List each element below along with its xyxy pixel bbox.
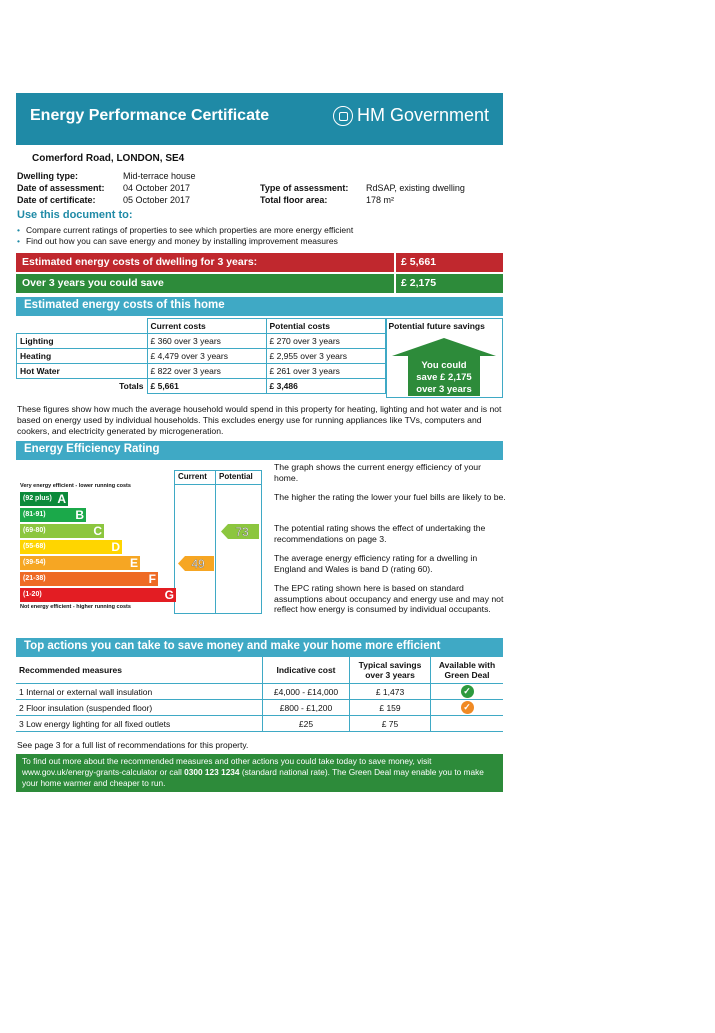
rating-note-4: The average energy efficiency rating for a dwelling in England and Wales is band D (rating 60). (274, 553, 478, 574)
footer-phone: 0300 123 1234 (184, 767, 240, 777)
assessment-date-label: Date of assessment: (17, 183, 105, 193)
estimated-cost-value: £ 5,661 (401, 256, 437, 268)
table-row (16, 716, 503, 732)
row-label: Hot Water (17, 364, 148, 379)
rating-note-1: The graph shows the current energy efficiency of your home. (274, 462, 482, 483)
indicative-cost: £800 - £1,200 (263, 700, 350, 716)
efficiency-chart (16, 470, 262, 614)
current-column-header: Current (178, 472, 207, 481)
total-current: £ 5,661 (147, 379, 266, 394)
row-label: Lighting (17, 334, 148, 349)
band-letter: G (164, 588, 174, 602)
assessment-type-label: Type of assessment: (260, 183, 349, 193)
indicative-cost: £25 (263, 716, 350, 732)
green-deal-cell (431, 684, 504, 700)
potential-column (216, 470, 262, 614)
certificate-date-label: Date of certificate: (17, 195, 96, 205)
totals-label: Totals (17, 379, 148, 394)
use-document-heading: Use this document to: (17, 209, 133, 221)
dwelling-type-value: Mid-terrace house (123, 171, 196, 181)
certificate-title: Energy Performance Certificate (30, 107, 270, 124)
band-letter: D (111, 540, 120, 554)
use-bullet-1: • Compare current ratings of properties to see which properties are more energy efficient (17, 225, 353, 235)
bar-divider (394, 253, 396, 272)
band-range: (55-68) (23, 543, 46, 550)
savings-line-2: save £ 2,175 (416, 372, 472, 383)
certificate-date-value: 05 October 2017 (123, 195, 191, 205)
current-rating-arrow (178, 556, 214, 571)
current-rating-value: 49 (191, 556, 205, 571)
see-page-note: See page 3 for a full list of recommendations for this property. (17, 740, 249, 750)
band-range: (69-80) (23, 527, 46, 534)
savings-line-1: You could (421, 360, 467, 371)
assessment-type-value: RdSAP, existing dwelling (366, 183, 465, 193)
band-range: (39-54) (23, 559, 46, 566)
typical-savings: £ 159 (350, 700, 431, 716)
potential-cost: £ 261 over 3 years (266, 364, 385, 379)
row-label: Heating (17, 349, 148, 364)
estimated-cost-bar (16, 253, 503, 272)
band-letter: B (75, 508, 84, 522)
dwelling-type-label: Dwelling type: (17, 171, 79, 181)
measures-header: Recommended measures (16, 657, 263, 684)
total-potential: £ 3,486 (266, 379, 385, 394)
use-bullet-2: • Find out how you can save energy and money by installing improvement measures (17, 236, 338, 246)
potential-rating-value: 73 (235, 524, 249, 539)
cost-header: Indicative cost (263, 657, 350, 684)
bar-divider (394, 274, 396, 293)
potential-cost: £ 2,955 over 3 years (266, 349, 385, 364)
could-save-value: £ 2,175 (401, 277, 437, 289)
band-letter: E (129, 556, 138, 570)
current-column (174, 470, 216, 614)
floor-area-value: 178 m² (366, 195, 395, 205)
green-check-icon: ✓ (461, 685, 474, 698)
rating-note-5: The EPC rating shown here is based on standard assumptions about occupancy and energy use and may not reflect how energy is consumed by individual occupants. (274, 583, 504, 614)
savings-arrow-icon (392, 338, 496, 396)
current-cost: £ 822 over 3 years (147, 364, 266, 379)
potential-costs-header: Potential costs (266, 319, 385, 334)
figures-explanation: These figures show how much the average household would spend in this property for heating, lighting and hot water and is not based on energy used by individual households. This excludes energy use for running appliances like TVs, computers and cookers, and electricity generated by microgeneration. (17, 404, 502, 436)
inefficient-note: Not energy efficient - higher running costs (20, 604, 131, 610)
typical-savings: £ 1,473 (350, 684, 431, 700)
actions-table (16, 657, 503, 732)
certificate-header (16, 93, 503, 145)
hm-government-label: HM Government (356, 105, 489, 125)
rating-band (20, 508, 86, 522)
green-deal-header: Available with Green Deal (431, 657, 504, 684)
savings-header: Typical savings over 3 years (350, 657, 431, 684)
potential-rating-arrow (221, 524, 259, 539)
footer-text-pre: To find out more about the recommended measures and other actions you could take today to save money, visit www.gov.uk/energy-grants-calculator or call (22, 756, 432, 777)
estimated-cost-label: Estimated energy costs of dwelling for 3 years: (22, 256, 258, 268)
estimated-costs-heading: Estimated energy costs of this home (16, 297, 503, 316)
rating-band (20, 492, 68, 506)
table-row (16, 700, 503, 716)
band-range: (81-91) (23, 511, 46, 518)
rating-band (20, 556, 140, 570)
band-range: (1-20) (23, 591, 42, 598)
rating-note-2: The higher the rating the lower your fuel bills are likely to be. (274, 492, 506, 502)
floor-area-label: Total floor area: (260, 195, 328, 205)
potential-cost: £ 270 over 3 years (266, 334, 385, 349)
efficiency-rating-heading: Energy Efficiency Rating (16, 441, 503, 460)
could-save-label: Over 3 years you could save (22, 277, 164, 289)
potential-column-header: Potential (219, 472, 253, 481)
rating-band (20, 572, 158, 586)
green-deal-cell (431, 716, 504, 732)
orange-check-icon: ✓ (461, 701, 474, 714)
band-letter: A (57, 492, 66, 506)
blank-header (17, 319, 148, 334)
rating-note-3: The potential rating shows the effect of undertaking the recommendations on page 3. (274, 523, 486, 544)
efficient-note: Very energy efficient - lower running costs (20, 483, 131, 489)
royal-crest-icon (333, 106, 353, 126)
band-letter: C (93, 524, 102, 538)
indicative-cost: £4,000 - £14,000 (263, 684, 350, 700)
current-cost: £ 360 over 3 years (147, 334, 266, 349)
measure: 3 Low energy lighting for all fixed outlets (16, 716, 263, 732)
rating-band (20, 524, 104, 538)
band-range: (92 plus) (23, 495, 52, 502)
hm-government-logo (333, 105, 489, 126)
measure: 2 Floor insulation (suspended floor) (16, 700, 263, 716)
band-range: (21-38) (23, 575, 46, 582)
top-actions-heading: Top actions you can take to save money and make your home more efficient (16, 638, 503, 657)
rating-band (20, 540, 122, 554)
footer-text-post: (standard national rate). The Green Deal may enable you to make your home warmer and cheaper to run. (22, 767, 484, 788)
savings-line-3: over 3 years (416, 384, 472, 395)
footer-info (16, 754, 503, 792)
actions-header-row (16, 657, 503, 684)
property-address: Comerford Road, LONDON, SE4 (32, 153, 185, 164)
measure: 1 Internal or external wall insulation (16, 684, 263, 700)
current-cost: £ 4,479 over 3 years (147, 349, 266, 364)
assessment-date-value: 04 October 2017 (123, 183, 191, 193)
green-deal-cell (431, 700, 504, 716)
future-savings-header: Potential future savings (388, 321, 485, 331)
table-row (16, 684, 503, 700)
current-costs-header: Current costs (147, 319, 266, 334)
typical-savings: £ 75 (350, 716, 431, 732)
rating-band (20, 588, 176, 602)
could-save-bar (16, 274, 503, 293)
band-letter: F (148, 572, 156, 586)
